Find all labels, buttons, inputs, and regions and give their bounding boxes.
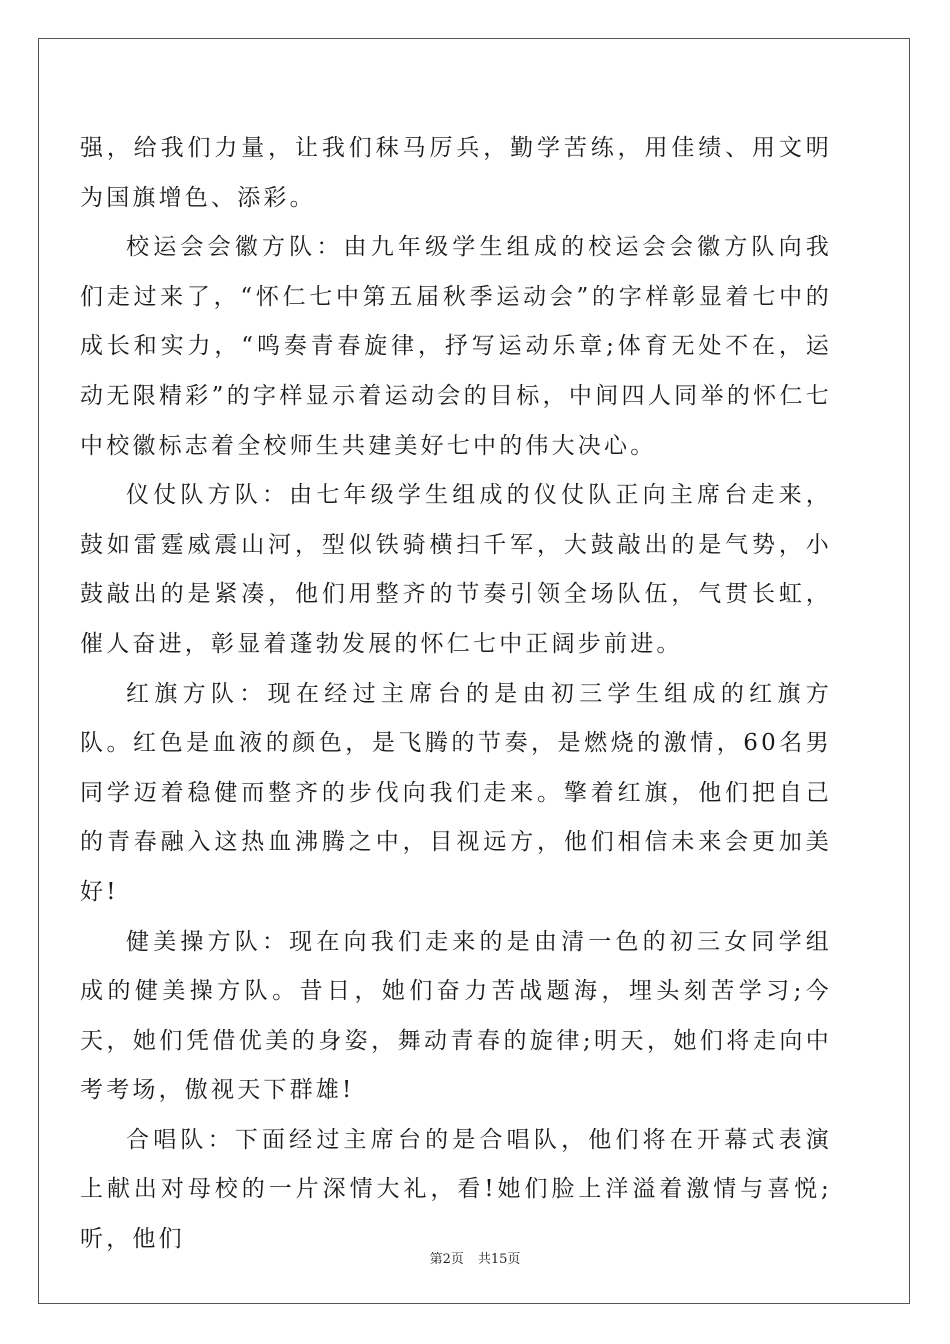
page-number: 第2页 — [429, 1252, 464, 1267]
paragraph-honor-guard: 仪仗队方队：由七年级学生组成的仪仗队正向主席台走来，鼓如雷霆威震山河，型似铁骑横扫千军，大鼓敲出的是气势，小鼓敲出的是紧凑，他们用整齐的节奏引领全场队伍，气贯长虹，催人奋进，彰显着蓬勃发展的怀仁七中正阔步前进。 — [80, 482, 832, 657]
paragraph-aerobics-team: 健美操方队：现在向我们走来的是由清一色的初三女同学组成的健美操方队。昔日，她们奋力苦战题海，埋头刻苦学习;今天，她们凭借优美的身姿，舞动青春的旋律;明天，她们将走向中考考场，傲视天下群雄! — [80, 928, 832, 1104]
paragraph-red-flag-team: 红旗方队：现在经过主席台的是由初三学生组成的红旗方队。红色是血液的颜色，是飞腾的节奏，是燃烧的激情，60名男同学迈着稳健而整齐的步伐向我们走来。擎着红旗，他们把自己的青春融入这热血沸腾之中，目视远方，他们相信未来会更加美好! — [80, 680, 832, 905]
page-total: 共15页 — [477, 1252, 521, 1267]
document-body — [80, 124, 832, 1265]
paragraph-choir: 合唱队：下面经过主席台的是合唱队，他们将在开幕式表演上献出对母校的一片深情大礼，看!她们脸上洋溢着激情与喜悦;听，他们 — [80, 1126, 832, 1253]
paragraph-continued: 强，给我们力量，让我们秣马厉兵，勤学苦练，用佳绩、用文明为国旗增色、添彩。 — [80, 135, 832, 211]
page-footer — [0, 1248, 950, 1267]
paragraph-emblem-team: 校运会会徽方队：由九年级学生组成的校运会会徽方队向我们走过来了，“怀仁七中第五届秋季运动会”的字样彰显着七中的成长和实力，“鸣奏青春旋律，抒写运动乐章;体育无处不在，运动无限精彩”的字样显示着运动会的目标，中间四人同举的怀仁七中校徽标志着全校师生共建美好七中的伟大决心。 — [80, 234, 832, 459]
